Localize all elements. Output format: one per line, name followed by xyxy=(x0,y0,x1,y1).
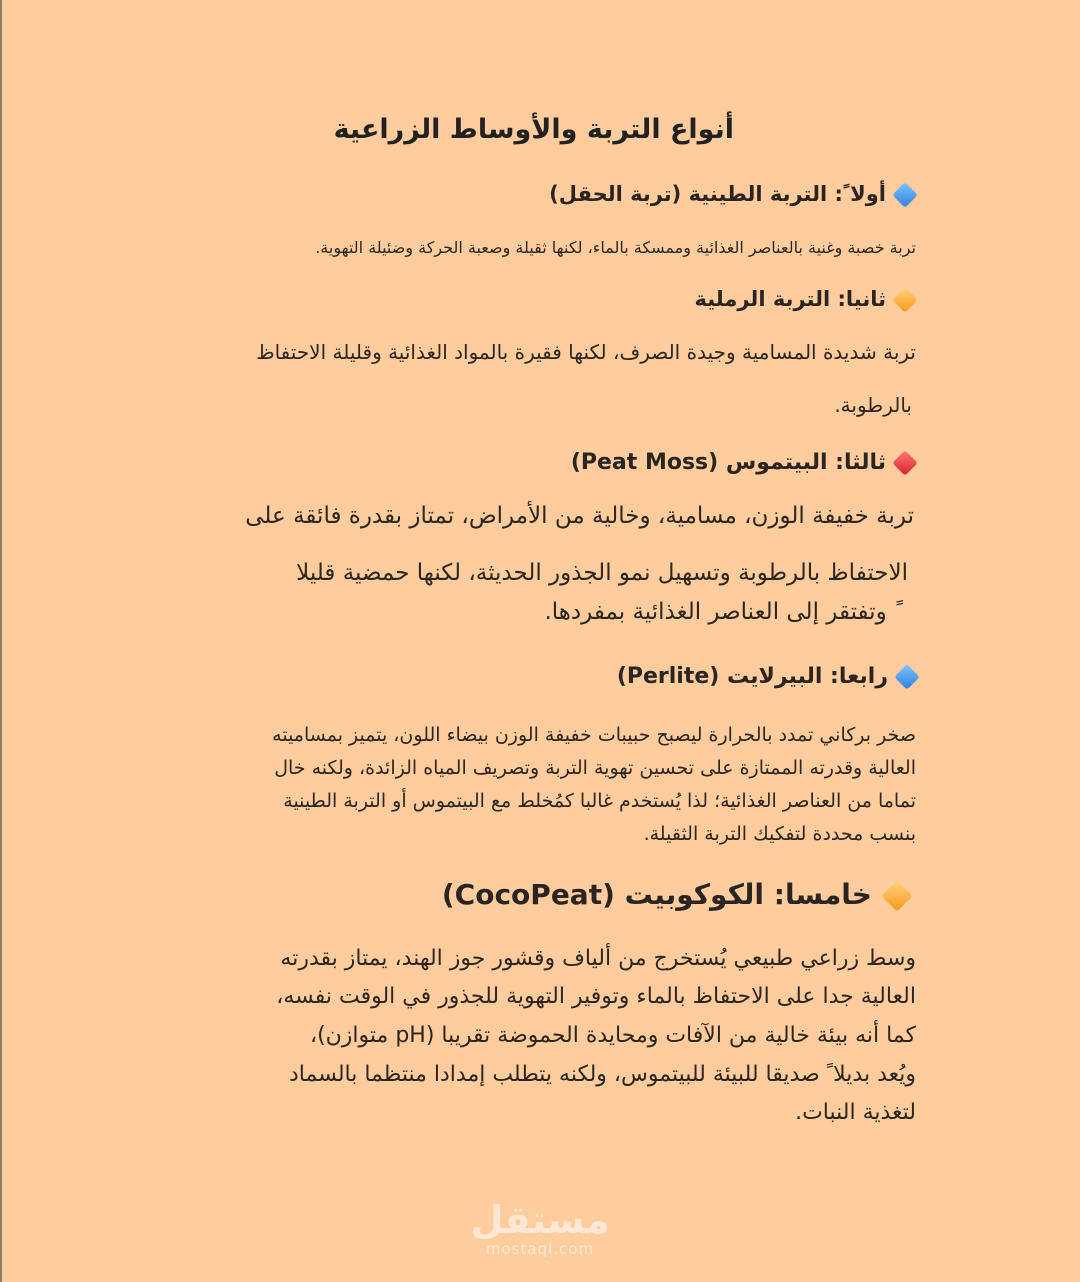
section-heading-text: أولا ً: التربة الطينية (تربة الحقل) xyxy=(549,182,886,206)
section-heading-peat-moss xyxy=(571,450,914,475)
section-text: وسط زراعي طبيعي يُستخرج من ألياف وقشور جوز الهند، يمتاز بقدرته xyxy=(280,946,916,971)
section-text: العالية وقدرته الممتازة على تحسين تهوية التربة وتصريف المياه الزائدة، ولكنه خال xyxy=(274,757,916,779)
orange-diamond-icon xyxy=(881,880,912,911)
section-heading-text: ثانيا: التربة الرملية xyxy=(694,287,886,311)
section-text: بالرطوبة. xyxy=(834,393,912,417)
section-text: ً وتفتقر إلى العناصر الغذائية بمفردها. xyxy=(544,599,894,625)
section-heading-sand xyxy=(694,287,914,311)
section-heading-perlite xyxy=(617,664,916,689)
watermark-logo xyxy=(470,1200,610,1258)
section-heading-text: ثالثا: البيتموس (Peat Moss) xyxy=(570,450,886,475)
section-text: صخر بركاني تمدد بالحرارة ليصبح حبيبات خفيفة الوزن بيضاء اللون، يتميز بمساميته xyxy=(272,724,916,746)
section-heading-cocopeat xyxy=(442,878,908,911)
section-text: تماما من العناصر الغذائية؛ لذا يُستخدم غالبا كمُخلط مع البيتموس أو التربة الطينية xyxy=(283,790,916,812)
watermark-latin: mostaql.com xyxy=(485,1240,595,1258)
section-heading-clay xyxy=(549,182,914,206)
section-heading-text: خامسا: الكوكوبيت (CocoPeat) xyxy=(441,878,872,911)
blue-diamond-icon xyxy=(894,664,919,689)
page-title: أنواع التربة والأوساط الزراعية xyxy=(333,114,734,145)
watermark-arabic: مستقل xyxy=(470,1198,610,1242)
red-diamond-icon xyxy=(892,450,917,475)
section-text: تربة خصبة وغنية بالعناصر الغذائية وممسكة بالماء، لكنها ثقيلة وصعبة الحركة وضئيلة التهوية. xyxy=(315,238,916,257)
section-text: ويُعد بديلا ً صديقا للبيئة للبيتموس، ولكنه يتطلب إمدادا منتظما بالسماد xyxy=(288,1062,916,1087)
section-heading-text: رابعا: البيرلايت (Perlite) xyxy=(616,664,888,689)
blue-diamond-icon xyxy=(892,182,917,207)
orange-diamond-icon xyxy=(892,287,917,312)
section-text: تربة شديدة المسامية وجيدة الصرف، لكنها فقيرة بالمواد الغذائية وقليلة الاحتفاظ xyxy=(256,340,916,364)
section-text: لتغذية النبات. xyxy=(795,1100,916,1125)
section-text: بنسب محددة لتفكيك التربة الثقيلة. xyxy=(643,823,916,845)
section-text: العالية جدا على الاحتفاظ بالماء وتوفير التهوية للجذور في الوقت نفسه، xyxy=(276,984,916,1009)
section-text: كما أنه بيئة خالية من الآفات ومحايدة الحموضة تقريبا (pH متوازن)، xyxy=(309,1023,916,1048)
section-text: الاحتفاظ بالرطوبة وتسهيل نمو الجذور الحديثة، لكنها حمضية قليلا xyxy=(296,560,908,586)
section-text: تربة خفيفة الوزن، مسامية، وخالية من الأمراض، تمتاز بقدرة فائقة على xyxy=(245,503,914,529)
